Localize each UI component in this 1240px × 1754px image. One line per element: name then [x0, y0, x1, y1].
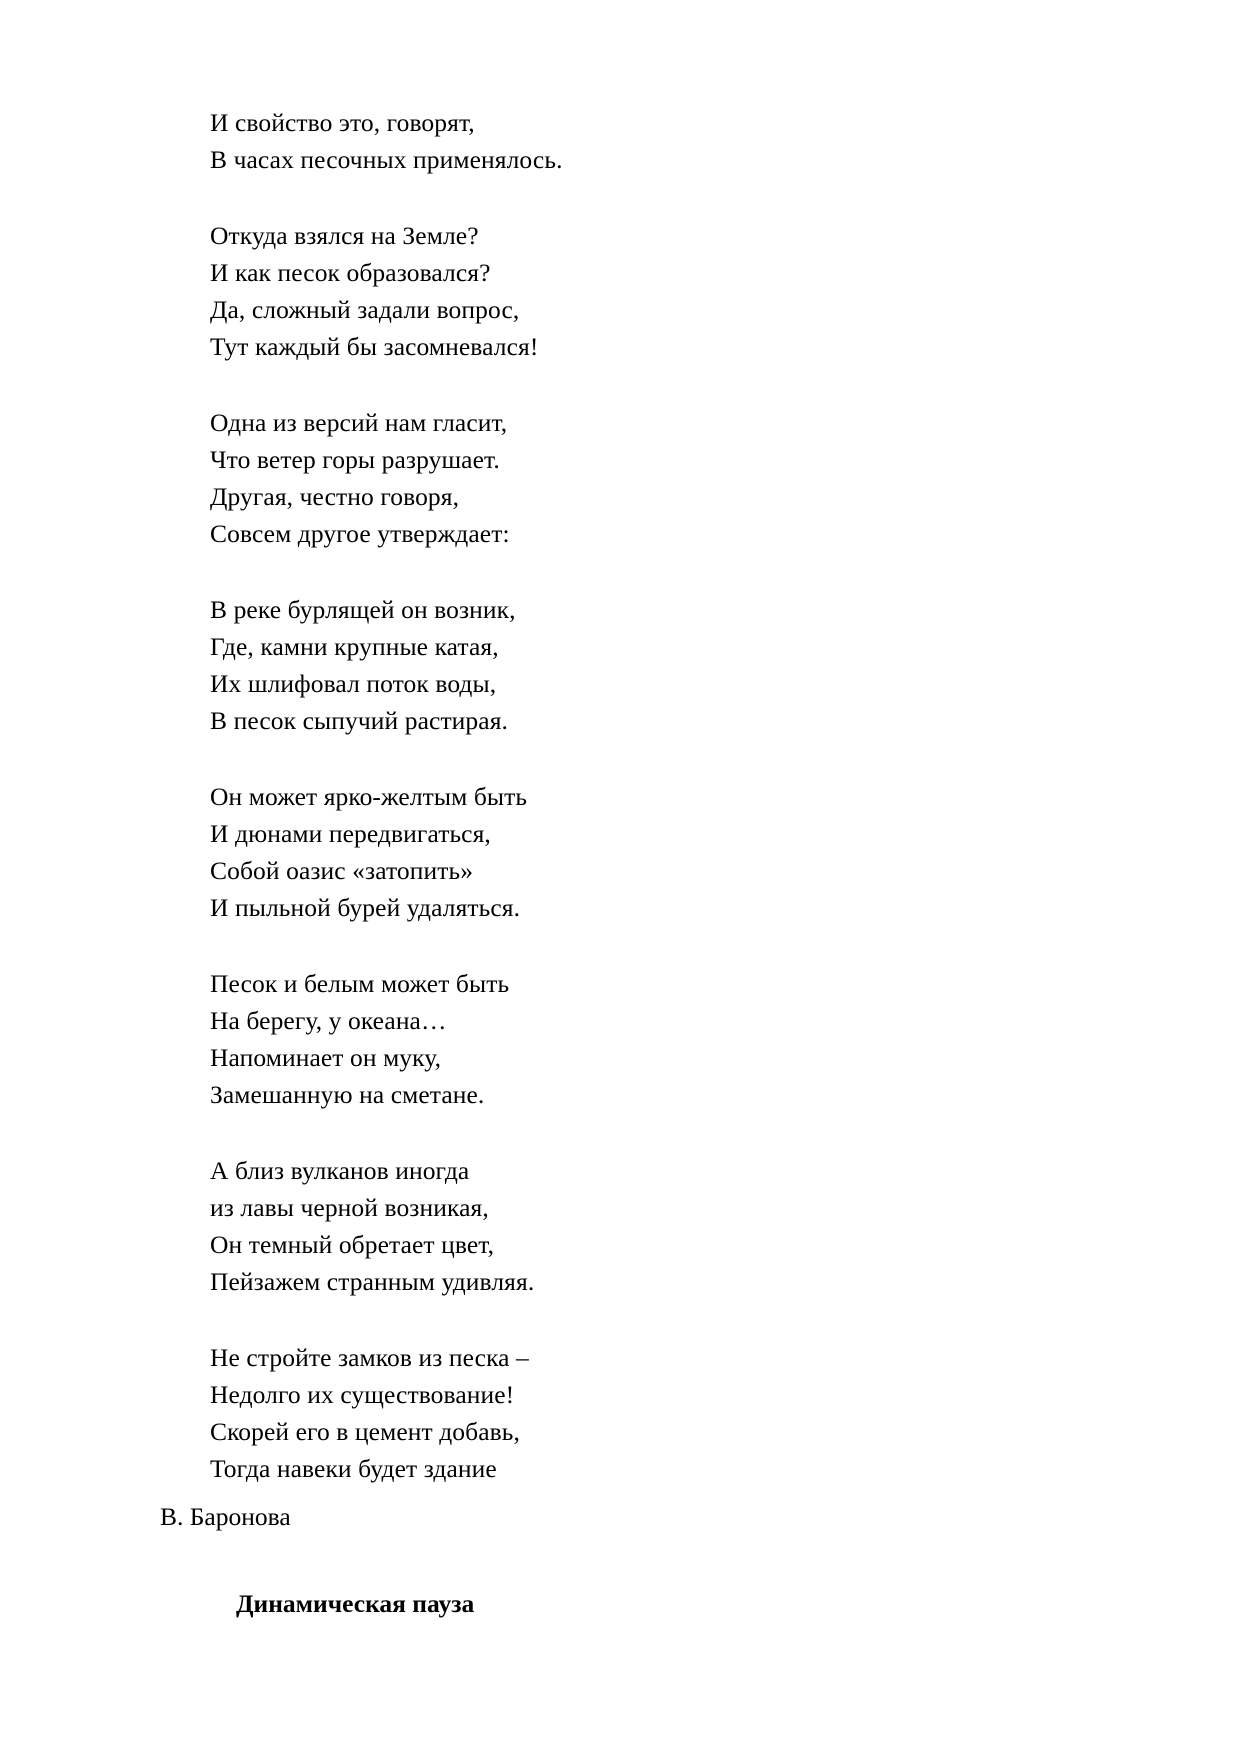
poem-line: И свойство это, говорят, — [210, 108, 475, 137]
poem-stanza — [210, 1339, 970, 1487]
poem-line: И дюнами передвигаться, — [210, 819, 491, 848]
poem-line: Тогда навеки будет здание — [210, 1454, 497, 1483]
poem-line: На берегу, у океана… — [210, 1006, 447, 1035]
poem-line: Он может ярко-желтым быть — [210, 782, 528, 811]
poem-line: Одна из версий нам гласит, — [210, 408, 508, 437]
poem-line: Недолго их существование! — [210, 1380, 515, 1409]
poem-stanza — [210, 1152, 970, 1300]
poem-stanza — [210, 104, 970, 178]
poem-line: Он темный обретает цвет, — [210, 1230, 495, 1259]
poem-line: Да, сложный задали вопрос, — [210, 295, 520, 324]
poem-line: И как песок образовался? — [210, 258, 491, 287]
poem-line: Другая, честно говоря, — [210, 482, 460, 511]
poem-line: Их шлифовал поток воды, — [210, 669, 497, 698]
poem-line: В реке бурлящей он возник, — [210, 595, 516, 624]
poem-line: Что ветер горы разрушает. — [210, 445, 500, 474]
poem-stanza — [210, 778, 970, 926]
poem-line: Собой оазис «затопить» — [210, 856, 474, 885]
poem-line: Тут каждый бы засомневался! — [210, 332, 539, 361]
poem-line: из лавы черной возникая, — [210, 1193, 489, 1222]
poem-line: Откуда взялся на Земле? — [210, 221, 479, 250]
poem-line: Где, камни крупные катая, — [210, 632, 499, 661]
poem-line: В песок сыпучий растирая. — [210, 706, 509, 735]
poem-line: А близ вулканов иногда — [210, 1156, 470, 1185]
poem-body — [210, 104, 970, 1487]
section-heading: Динамическая пауза — [236, 1589, 475, 1618]
poem-line: И пыльной бурей удаляться. — [210, 893, 521, 922]
poem-attribution: В. Баронова — [160, 1502, 291, 1531]
poem-line: Замешанную на сметане. — [210, 1080, 485, 1109]
poem-line: В часах песочных применялось. — [210, 145, 563, 174]
poem-line: Пейзажем странным удивляя. — [210, 1267, 535, 1296]
poem-line: Совсем другое утверждает: — [210, 519, 510, 548]
poem-stanza — [210, 217, 970, 365]
poem-line: Скорей его в цемент добавь, — [210, 1417, 520, 1446]
poem-line: Напоминает он муку, — [210, 1043, 442, 1072]
poem-stanza — [210, 404, 970, 552]
poem-stanza — [210, 591, 970, 739]
poem-line: Не стройте замков из песка – — [210, 1343, 529, 1372]
poem-line: Песок и белым может быть — [210, 969, 510, 998]
poem-stanza — [210, 965, 970, 1113]
